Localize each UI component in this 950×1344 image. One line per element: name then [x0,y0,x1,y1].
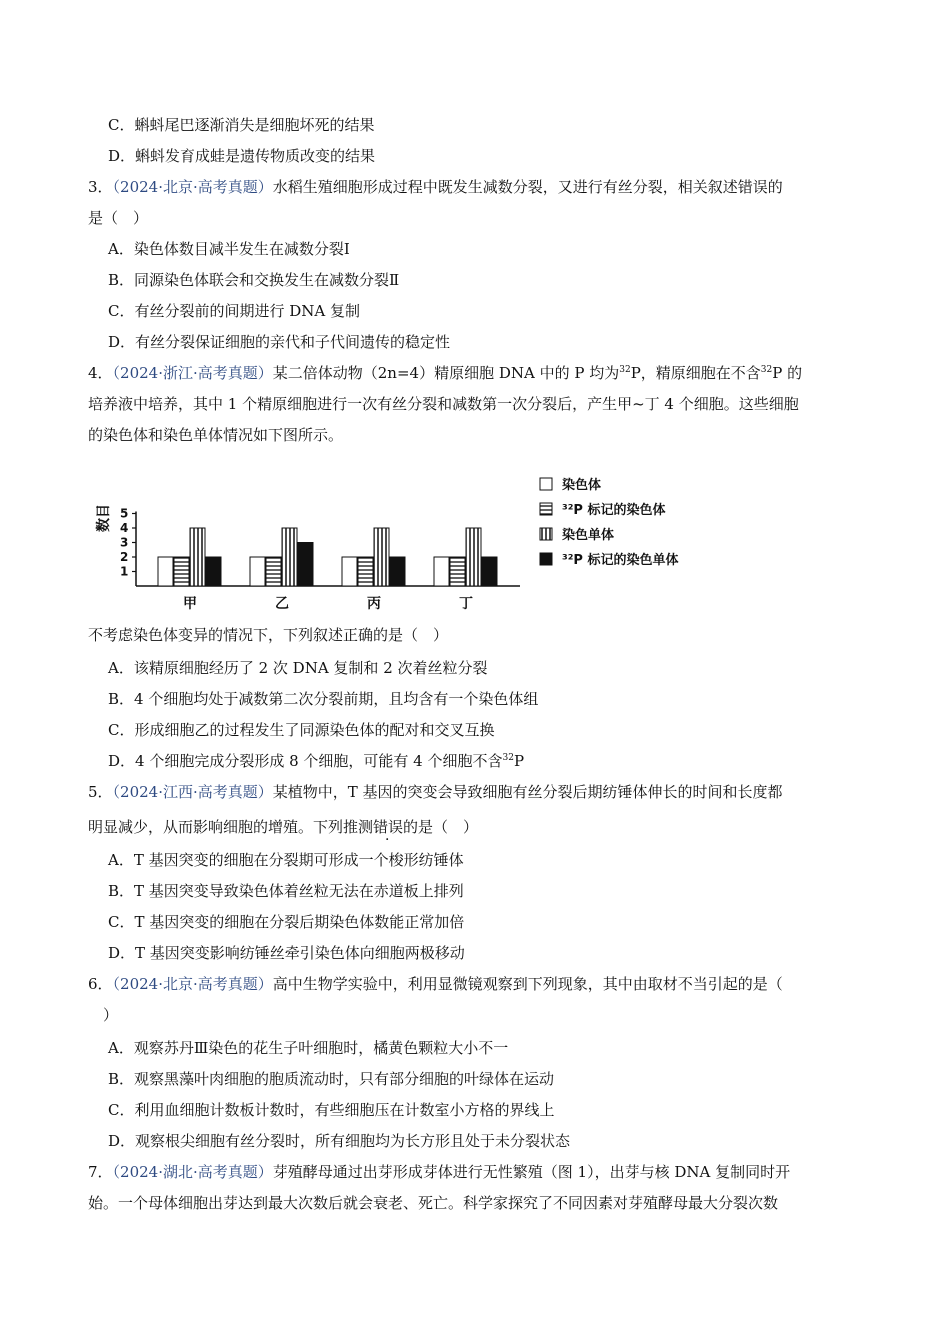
q4-option-d-end: P [513,752,525,770]
q4-stem-a: 某二倍体动物（2n=4）精原细胞 DNA 中的 P 均为 [272,364,620,382]
q4-stem-line3: 的染色体和染色单体情况如下图所示。 [88,426,344,444]
q4-option-c: C．形成细胞乙的过程发生了同源染色体的配对和交叉互换 [108,721,495,739]
chart-legend [540,477,678,568]
y-tick-label: 5 [120,506,129,521]
bar-vertical-lines [374,528,389,586]
q4-option-d [108,751,524,771]
q5-source: （2024·江西·高考真题） [112,783,273,801]
q2-option-d: D．蝌蚪发育成蛙是遗传物质改变的结果 [108,147,376,165]
q5-emphasis-wrong: 错误 [373,818,404,836]
legend-label: ³²P 标记的染色体 [562,503,666,518]
x-category-label: 丁 [459,596,473,612]
q4-stem-c: P 的 [772,364,803,382]
x-category-label: 甲 [183,596,197,612]
q5-stem-a: 明显减少，从而影响细胞的增殖。下列推测 [88,818,374,836]
bar-horizontal-lines [450,557,465,586]
q3-option-c: C．有丝分裂前的间期进行 DNA 复制 [108,302,360,320]
y-tick-label: 2 [120,550,129,564]
q4-option-d-sup: 32 [502,753,514,763]
q3-source: （2024·北京·高考真题） [112,178,273,196]
q3-option-b: B．同源染色体联会和交换发生在减数分裂Ⅱ [108,271,400,289]
q7-stem-text: 芽殖酵母通过出芽形成芽体进行无性繁殖（图 1），出芽与核 DNA 复制同时开 [272,1163,791,1181]
q5-option-c: C．T 基因突变的细胞在分裂后期染色体数能正常加倍 [108,913,465,931]
x-category-label: 丙 [367,596,381,612]
bar-vertical-lines [282,528,297,586]
legend-swatch [540,553,552,565]
q4-stem-b: P，精原细胞在不含 [630,364,761,382]
q5-option-a: A．T 基因突变的细胞在分裂期可形成一个梭形纺锤体 [108,851,464,869]
y-tick-label: 3 [120,535,129,550]
q6-option-c: C．利用血细胞计数板计数时，有些细胞压在计数室小方格的界线上 [108,1101,555,1119]
q4-option-a: A．该精原细胞经历了 2 次 DNA 复制和 2 次着丝粒分裂 [108,659,488,677]
q4-sup-2: 32 [760,365,773,375]
y-tick-label: 1 [120,564,129,579]
q7-stem-line2: 始。一个母体细胞出芽达到最大次数后就会衰老、死亡。科学家探究了不同因素对芽殖酵母最大分裂次数 [88,1194,779,1212]
legend-swatch [540,503,552,515]
q4-sup-1: 32 [619,365,631,375]
q3-option-a: A．染色体数目减半发生在减数分裂Ⅰ [108,240,350,258]
bar-solid [482,557,497,586]
q7-source: （2024·湖北·高考真题） [112,1163,273,1181]
bar-solid [390,557,405,586]
q4-stem-line2: 培养液中培养，其中 1 个精原细胞进行一次有丝分裂和减数第一次分裂后，产生甲~丁 4 个细胞。这些细胞 [88,395,799,413]
legend-label: 染色体 [562,478,602,493]
q6-stem-line2: ） [88,1006,119,1024]
bar-empty [434,557,449,586]
bar-vertical-lines [190,528,205,586]
q6-number: 6． [88,975,113,993]
legend-label: ³²P 标记的染色单体 [562,553,679,568]
q6-stem-text: 高中生物学实验中，利用显微镜观察到下列现象，其中由取材不当引起的是（ [272,975,783,993]
q4-source: （2024·浙江·高考真题） [112,364,273,382]
y-tick-label: 4 [120,521,129,535]
q2-option-c: C．蝌蚪尾巴逐渐消失是细胞坏死的结果 [108,116,375,134]
bar-solid [298,543,313,587]
bar-empty [158,557,173,586]
q7-stem-line1 [88,1162,790,1182]
bar-horizontal-lines [266,557,281,586]
y-axis-label: 数目 [96,504,112,532]
bar-horizontal-lines [358,557,373,586]
q5-option-b: B．T 基因突变导致染色体着丝粒无法在赤道板上排列 [108,882,464,900]
bar-vertical-lines [466,528,481,586]
q6-option-b: B．观察黑藻叶肉细胞的胞质流动时，只有部分细胞的叶绿体在运动 [108,1070,555,1088]
q6-option-d: D．观察根尖细胞有丝分裂时，所有细胞均为长方形且处于未分裂状态 [108,1132,571,1150]
legend-label: 染色单体 [562,528,615,543]
q4-option-d-text: D．4 个细胞完成分裂形成 8 个细胞，可能有 4 个细胞不含 [108,752,503,770]
q5-stem-c: 的是（ ） [403,818,479,836]
q3-option-d: D．有丝分裂保证细胞的亲代和子代间遗传的稳定性 [108,333,451,351]
bar-horizontal-lines [174,557,189,586]
q6-stem-line1 [88,974,783,994]
q4-bar-chart [96,456,720,616]
bar-empty [250,557,265,586]
legend-swatch [540,528,552,540]
q4-option-b: B．4 个细胞均处于减数第二次分裂前期，且均含有一个染色体组 [108,690,539,708]
q6-option-a: A．观察苏丹Ⅲ染色的花生子叶细胞时，橘黄色颗粒大小不一 [108,1039,509,1057]
q5-option-d: D．T 基因突变影响纺锤丝牵引染色体向细胞两极移动 [108,944,465,962]
q4-number: 4． [88,364,113,382]
legend-swatch [540,478,552,490]
q7-number: 7． [88,1163,113,1181]
q5-stem-line2 [88,817,478,837]
q5-number: 5． [88,783,113,801]
x-category-label: 乙 [275,596,289,612]
chart-bars [158,528,497,612]
bar-solid [206,557,221,586]
q4-stem-line1 [88,363,802,383]
q3-number: 3． [88,178,113,196]
q5-stem-text: 某植物中，T 基因的突变会导致细胞有丝分裂后期纺锤体伸长的时间和长度都 [272,783,783,801]
bar-empty [342,557,357,586]
q5-stem-line1 [88,782,783,802]
q4-after-chart: 不考虑染色体变异的情况下，下列叙述正确的是（ ） [88,626,449,644]
q3-stem-line2: 是（ ） [88,209,149,227]
q3-stem-text: 水稻生殖细胞形成过程中既发生减数分裂，又进行有丝分裂，相关叙述错误的 [272,178,783,196]
q6-source: （2024·北京·高考真题） [112,975,273,993]
q3-stem-line1 [88,177,783,197]
